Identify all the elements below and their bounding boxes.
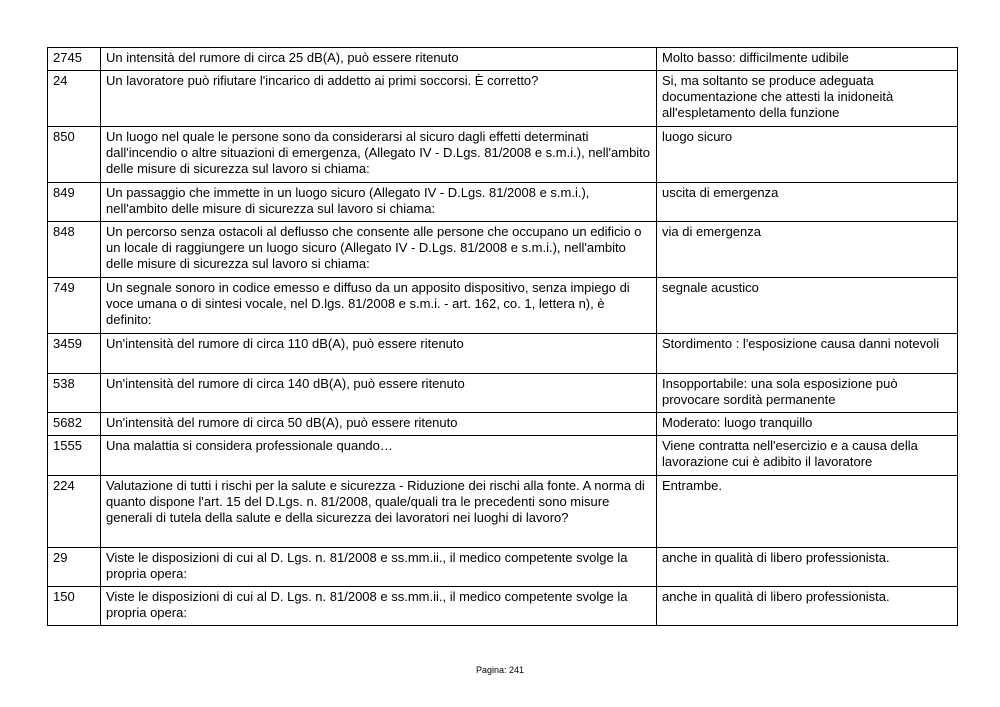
- table-row: [48, 71, 958, 127]
- table-row: [48, 222, 958, 278]
- answer-cell: anche in qualità di libero professionista.: [657, 548, 958, 587]
- question-cell: Un'intensità del rumore di circa 110 dB(A), può essere ritenuto: [101, 334, 657, 374]
- question-cell: Viste le disposizioni di cui al D. Lgs. n. 81/2008 e ss.mm.ii., il medico competente svolge la propria opera:: [101, 587, 657, 626]
- answer-cell: Entrambe.: [657, 476, 958, 548]
- table-row: [48, 374, 958, 413]
- question-cell: Un passaggio che immette in un luogo sicuro (Allegato IV - D.Lgs. 81/2008 e s.m.i.), nell'ambito delle misure di sicurezza sul lavoro si chiama:: [101, 183, 657, 222]
- question-cell: Un luogo nel quale le persone sono da considerarsi al sicuro dagli effetti determinati dall'incendio o altre situazioni di emergenza, (Allegato IV - D.Lgs. 81/2008 e s.m.i.), nell'ambito delle misure di sicurezza sul lavoro si chiama:: [101, 127, 657, 183]
- answer-cell: Si, ma soltanto se produce adeguata documentazione che attesti la inidoneità all'espletamento della funzione: [657, 71, 958, 127]
- answer-cell: Molto basso: difficilmente udibile: [657, 48, 958, 71]
- question-cell: Viste le disposizioni di cui al D. Lgs. n. 81/2008 e ss.mm.ii., il medico competente svolge la propria opera:: [101, 548, 657, 587]
- question-cell: Valutazione di tutti i rischi per la salute e sicurezza - Riduzione dei rischi alla fonte. A norma di quanto dispone l'art. 15 del D.Lgs. n. 81/2008, quale/quali tra le precedenti sono misure generali di tutela della salute e della sicurezza dei lavoratori nei luoghi di lavoro?: [101, 476, 657, 548]
- answer-cell: via di emergenza: [657, 222, 958, 278]
- question-id-cell: 849: [48, 183, 101, 222]
- question-id-cell: 1555: [48, 436, 101, 476]
- question-id-cell: 749: [48, 278, 101, 334]
- question-id-cell: 150: [48, 587, 101, 626]
- question-id-cell: 29: [48, 548, 101, 587]
- question-id-cell: 24: [48, 71, 101, 127]
- table-row: [48, 48, 958, 71]
- question-id-cell: 848: [48, 222, 101, 278]
- question-cell: Un lavoratore può rifiutare l'incarico di addetto ai primi soccorsi. È corretto?: [101, 71, 657, 127]
- table-row: [48, 334, 958, 374]
- answer-cell: anche in qualità di libero professionista.: [657, 587, 958, 626]
- qa-table: [47, 47, 958, 626]
- table-row: [48, 278, 958, 334]
- table-row: [48, 476, 958, 548]
- question-id-cell: 2745: [48, 48, 101, 71]
- answer-cell: Insopportabile: una sola esposizione può provocare sordità permanente: [657, 374, 958, 413]
- question-cell: Una malattia si considera professionale quando…: [101, 436, 657, 476]
- answer-cell: luogo sicuro: [657, 127, 958, 183]
- table-row: [48, 548, 958, 587]
- question-cell: Un'intensità del rumore di circa 140 dB(A), può essere ritenuto: [101, 374, 657, 413]
- answer-cell: segnale acustico: [657, 278, 958, 334]
- question-cell: Un intensità del rumore di circa 25 dB(A), può essere ritenuto: [101, 48, 657, 71]
- question-cell: Un percorso senza ostacoli al deflusso che consente alle persone che occupano un edificio o un locale di raggiungere un luogo sicuro (Allegato IV - D.Lgs. 81/2008 e s.m.i.), nell'ambito delle misure di sicurezza sul lavoro si chiama:: [101, 222, 657, 278]
- page-number: Pagina: 241: [475, 665, 525, 675]
- table-row: [48, 127, 958, 183]
- answer-cell: Moderato: luogo tranquillo: [657, 413, 958, 436]
- answer-cell: Stordimento : l'esposizione causa danni notevoli: [657, 334, 958, 374]
- question-cell: Un'intensità del rumore di circa 50 dB(A), può essere ritenuto: [101, 413, 657, 436]
- question-id-cell: 5682: [48, 413, 101, 436]
- table-row: [48, 413, 958, 436]
- table-row: [48, 436, 958, 476]
- question-id-cell: 538: [48, 374, 101, 413]
- answer-cell: uscita di emergenza: [657, 183, 958, 222]
- table-row: [48, 183, 958, 222]
- question-cell: Un segnale sonoro in codice emesso e diffuso da un apposito dispositivo, senza impiego di voce umana o di sintesi vocale, nel D.lgs. 81/2008 e s.m.i. - art. 162, co. 1, lettera n), è definito:: [101, 278, 657, 334]
- question-id-cell: 3459: [48, 334, 101, 374]
- answer-cell: Viene contratta nell'esercizio e a causa della lavorazione cui è adibito il lavoratore: [657, 436, 958, 476]
- table-row: [48, 587, 958, 626]
- question-id-cell: 224: [48, 476, 101, 548]
- question-id-cell: 850: [48, 127, 101, 183]
